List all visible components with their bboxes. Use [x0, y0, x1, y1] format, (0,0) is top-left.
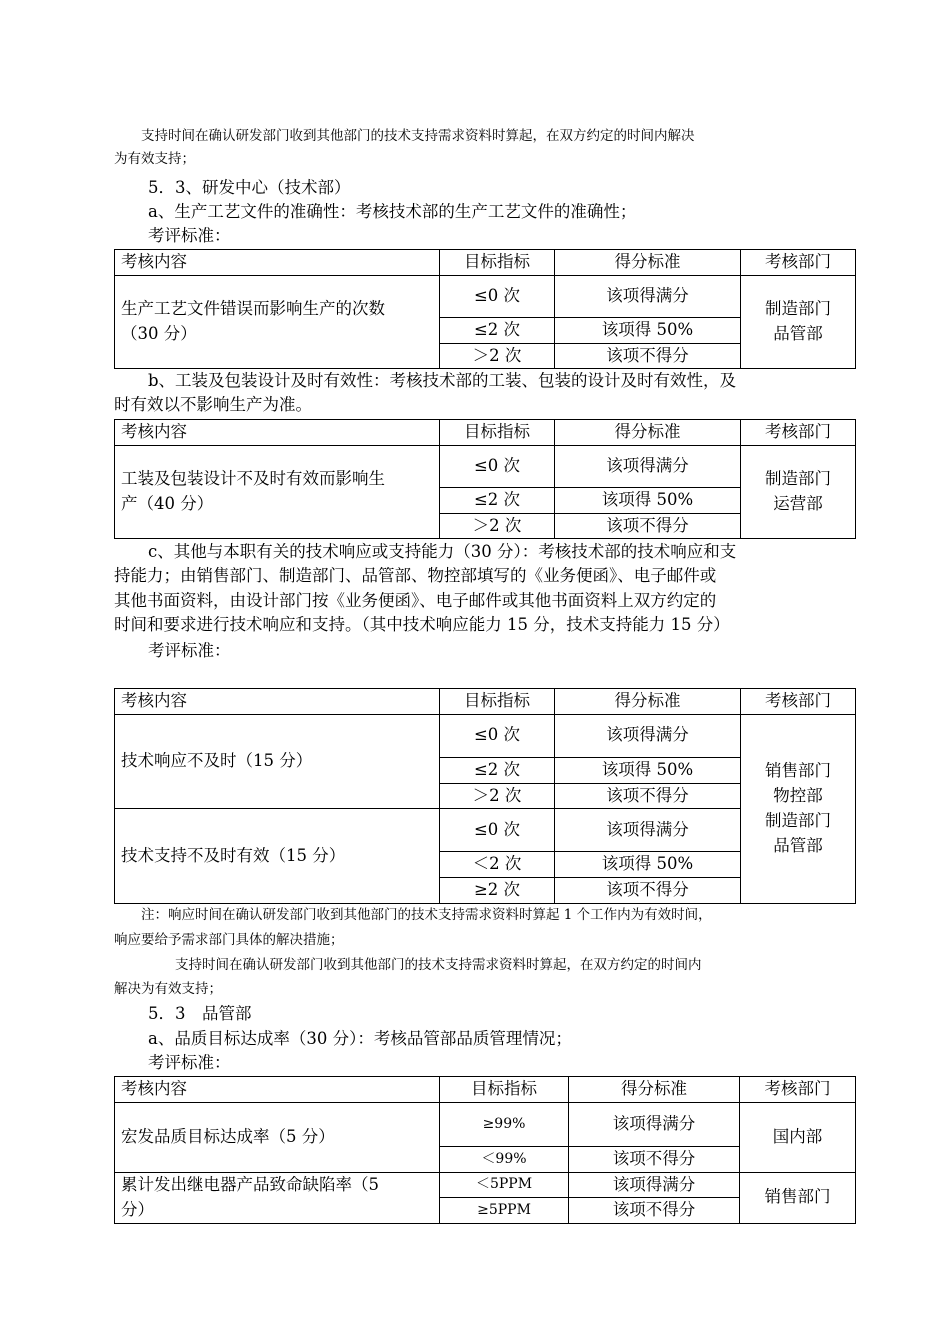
dept-cell [741, 445, 856, 539]
table-tech-response [114, 688, 856, 904]
score-cell: 该项得 50% [555, 757, 741, 783]
score-cell: 该项不得分 [569, 1146, 740, 1172]
table-quality-target [114, 1076, 856, 1224]
item-c-line3: 其他书面资料，由设计部门按《业务便函》、电子邮件或其他书面资料上双方约定的 [114, 591, 717, 610]
item-line: （30 分） [121, 324, 197, 343]
dept-line: 制造部门 [765, 810, 831, 830]
item-line: 生产工艺文件错误而影响生产的次数 [121, 299, 385, 319]
item-cell [115, 275, 440, 369]
target-cell: ＞2 次 [440, 343, 555, 369]
intro-line2: 为有效支持； [114, 151, 195, 167]
table-fixture-design [114, 419, 856, 539]
item-cell: 技术支持不及时有效（15 分） [115, 809, 440, 904]
item-c-line2: 持能力；由销售部门、制造部门、品管部、物控部填写的《业务便函》、电子邮件或 [114, 566, 717, 585]
score-cell: 该项得 50% [555, 317, 741, 343]
target-cell: ＞2 次 [440, 783, 555, 809]
score-cell: 该项不得分 [555, 783, 741, 809]
header-target: 目标指标 [440, 689, 555, 715]
header-content: 考核内容 [115, 250, 440, 276]
header-target: 目标指标 [440, 1077, 569, 1103]
target-cell: ＞2 次 [440, 513, 555, 539]
target-cell: ≤0 次 [440, 714, 555, 757]
header-dept: 考核部门 [741, 250, 856, 276]
note-line1: 注：响应时间在确认研发部门收到其他部门的技术支持需求资料时算起 1 个工作内为有效时间， [141, 907, 712, 923]
header-score: 得分标准 [569, 1077, 740, 1103]
header-target: 目标指标 [440, 250, 555, 276]
table-process-docs [114, 249, 856, 369]
intro-line1: 支持时间在确认研发部门收到其他部门的技术支持需求资料时算起，在双方约定的时间内解决 [141, 128, 695, 144]
score-cell: 该项得满分 [555, 809, 741, 852]
dept-cell: 国内部 [740, 1102, 856, 1172]
target-cell: ≥5PPM [440, 1198, 569, 1224]
target-cell: ＜99% [440, 1146, 569, 1172]
note-line2: 响应要给予需求部门具体的解决措施； [114, 932, 344, 948]
item-a-rd: a、生产工艺文件的准确性：考核技术部的生产工艺文件的准确性； [148, 202, 637, 221]
item-line: 工装及包装设计不及时有效而影响生 [121, 469, 385, 489]
dept-line: 制造部门 [765, 299, 831, 319]
dept-cell [741, 275, 856, 369]
note-line3: 支持时间在确认研发部门收到其他部门的技术支持需求资料时算起，在双方约定的时间内 [175, 957, 702, 973]
item-b-line2: 时有效以不影响生产为准。 [114, 395, 312, 414]
score-cell: 该项得满分 [555, 714, 741, 757]
score-cell: 该项不得分 [555, 513, 741, 539]
score-cell: 该项得满分 [555, 445, 741, 487]
header-dept: 考核部门 [740, 1077, 856, 1103]
score-cell: 该项得满分 [569, 1172, 740, 1198]
dept-line: 制造部门 [765, 469, 831, 489]
target-cell: ≤2 次 [440, 487, 555, 513]
item-line: 分） [121, 1199, 154, 1219]
target-cell: ≤2 次 [440, 757, 555, 783]
score-cell: 该项得满分 [569, 1102, 740, 1146]
header-score: 得分标准 [555, 250, 741, 276]
header-target: 目标指标 [440, 420, 555, 446]
header-score: 得分标准 [555, 420, 741, 446]
item-cell: 技术响应不及时（15 分） [115, 714, 440, 809]
section-heading-qa: 5．3 品管部 [148, 1004, 252, 1023]
header-score: 得分标准 [555, 689, 741, 715]
target-cell: ≤0 次 [440, 809, 555, 852]
score-cell: 该项得 50% [555, 487, 741, 513]
dept-line: 运营部 [773, 494, 823, 513]
dept-line: 品管部 [773, 324, 823, 343]
criteria-label-3: 考评标准： [148, 1053, 231, 1072]
item-line: 产（40 分） [121, 494, 214, 513]
score-cell: 该项得 50% [555, 852, 741, 878]
item-a-qa: a、品质目标达成率（30 分）：考核品管部品质管理情况； [148, 1029, 572, 1048]
section-heading-rd: 5．3、研发中心（技术部） [148, 178, 351, 197]
dept-cell [741, 714, 856, 903]
item-line: 累计发出继电器产品致命缺陷率（5 [121, 1175, 379, 1194]
dept-line: 销售部门 [765, 761, 831, 781]
item-c-line1: c、其他与本职有关的技术响应或支持能力（30 分）：考核技术部的技术响应和支 [148, 542, 737, 561]
target-cell: ≤2 次 [440, 317, 555, 343]
criteria-label-2: 考评标准： [148, 641, 231, 660]
header-content: 考核内容 [115, 420, 440, 446]
score-cell: 该项不得分 [569, 1198, 740, 1224]
header-content: 考核内容 [115, 1077, 440, 1103]
header-content: 考核内容 [115, 689, 440, 715]
header-dept: 考核部门 [741, 420, 856, 446]
criteria-label-1: 考评标准： [148, 226, 231, 245]
item-cell [115, 445, 440, 539]
target-cell: ＜2 次 [440, 852, 555, 878]
target-cell: ≥2 次 [440, 878, 555, 904]
target-cell: ≥99% [440, 1102, 569, 1146]
header-dept: 考核部门 [741, 689, 856, 715]
item-b-line1: b、工装及包装设计及时有效性：考核技术部的工装、包装的设计及时有效性，及 [148, 371, 737, 390]
item-cell [115, 1172, 440, 1224]
dept-cell: 销售部门 [740, 1172, 856, 1224]
target-cell: ＜5PPM [440, 1172, 569, 1198]
item-cell: 宏发品质目标达成率（5 分） [115, 1102, 440, 1172]
dept-line: 物控部 [773, 786, 823, 805]
note-line4: 解决为有效支持； [114, 981, 222, 997]
score-cell: 该项不得分 [555, 343, 741, 369]
item-c-line4: 时间和要求进行技术响应和支持。（其中技术响应能力 15 分，技术支持能力 15 分） [114, 615, 730, 634]
score-cell: 该项不得分 [555, 878, 741, 904]
target-cell: ≤0 次 [440, 445, 555, 487]
target-cell: ≤0 次 [440, 275, 555, 317]
score-cell: 该项得满分 [555, 275, 741, 317]
dept-line: 品管部 [773, 835, 823, 855]
